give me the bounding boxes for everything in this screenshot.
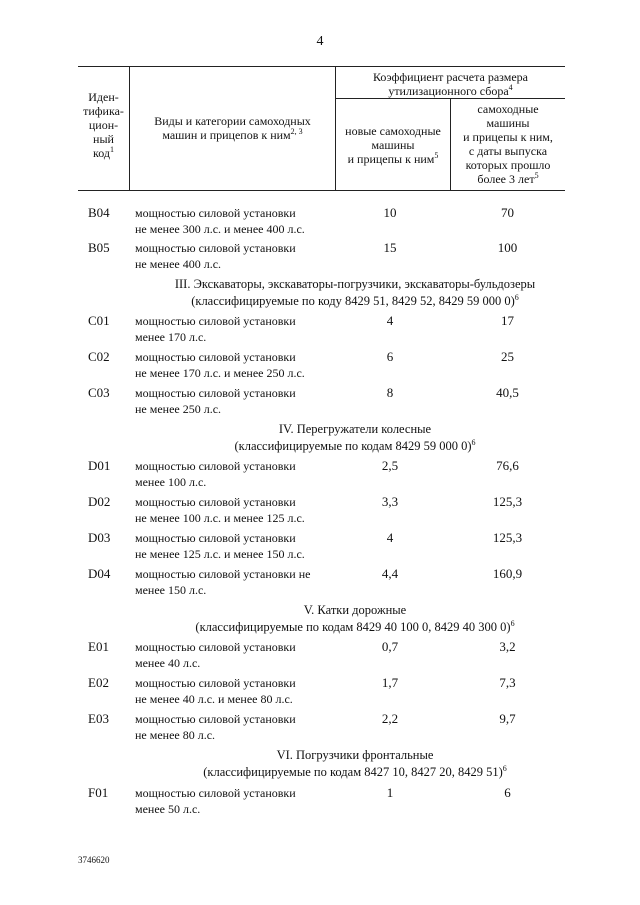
- document-id: 3746620: [78, 855, 110, 865]
- row-coef-old: 100: [497, 240, 518, 255]
- row-code: D02: [88, 494, 111, 509]
- row-coef-new: 6: [386, 349, 394, 364]
- row-code: D03: [88, 530, 111, 545]
- header-group-title: Коэффициент расчета размера утилизационного сбора$^4$: [372, 70, 528, 98]
- row-code: C02: [88, 349, 110, 364]
- row-coef-new: 0,7: [381, 639, 399, 654]
- row-description: мощностью силовой установки не менее 150 л.с.: [135, 567, 311, 597]
- section-heading: IV. Перегружатели колесные (классифицируемые по кодам 8429 59 000 0)$^6$: [234, 422, 476, 453]
- row-coef-new: 4,4: [381, 566, 399, 581]
- row-coef-old: 160,9: [492, 566, 523, 581]
- row-coef-new: 8: [386, 385, 394, 400]
- table-top-border: [78, 66, 565, 67]
- row-code: E03: [88, 711, 109, 726]
- table-row: [0, 639, 640, 673]
- header-new-machines: новые самоходные машины и прицепы к ним$^5$: [345, 124, 441, 166]
- row-code: B05: [88, 240, 110, 255]
- page-number: 4: [316, 34, 324, 49]
- table-row: [0, 494, 640, 528]
- row-code: D01: [88, 458, 111, 473]
- row-coef-old: 40,5: [496, 385, 519, 400]
- row-description: мощностью силовой установки менее 100 л.с.: [135, 459, 296, 489]
- row-coef-old: 6: [504, 785, 511, 800]
- header-kinds: Виды и категории самоходных машин и прицепов к ним$^{2, 3}$: [154, 114, 311, 142]
- row-description: мощностью силовой установки не менее 40 л.с. и менее 80 л.с.: [135, 676, 296, 706]
- row-coef-new: 4: [386, 313, 394, 328]
- header-old-machines: самоходные машины и прицепы к ним, с даты выпуска которых прошло более 3 лет$^5$: [463, 102, 553, 186]
- row-coef-new: 2,5: [381, 458, 399, 473]
- section-heading: III. Экскаваторы, экскаваторы-погрузчики, экскаваторы-бульдозеры (классифицируемые по коду 8429 51, 8429 52, 8429 59 000 0)$^6$: [174, 277, 536, 308]
- row-coef-old: 9,7: [499, 711, 516, 726]
- table-row: [0, 349, 640, 383]
- header-code: Иден- тифика- цион- ный код$^1$: [83, 90, 124, 160]
- row-coef-new: 15: [383, 240, 397, 255]
- row-coef-new: 1,7: [381, 675, 399, 690]
- row-code: C01: [88, 313, 110, 328]
- section-heading: V. Катки дорожные (классифицируемые по кодам 8429 40 100 0, 8429 40 300 0)$^6$: [195, 603, 515, 634]
- row-coef-old: 17: [501, 313, 514, 328]
- row-code: C03: [88, 385, 110, 400]
- row-code: B04: [88, 205, 110, 220]
- row-description: мощностью силовой установки менее 170 л.с.: [135, 314, 296, 344]
- section-heading: VI. Погрузчики фронтальные (классифицируемые по кодам 8427 10, 8427 20, 8429 51)$^6$: [203, 748, 507, 779]
- table-row: [0, 313, 640, 347]
- table-row: [0, 785, 640, 819]
- table-row: [0, 458, 640, 492]
- row-description: мощностью силовой установки менее 40 л.с.: [135, 640, 296, 670]
- table-row: [0, 385, 640, 419]
- table-header-bottom-border: [78, 190, 565, 191]
- row-description: мощностью силовой установки не менее 170 л.с. и менее 250 л.с.: [135, 350, 305, 380]
- table-row: [0, 711, 640, 745]
- row-code: F01: [88, 785, 109, 800]
- row-code: E01: [88, 639, 109, 654]
- row-coef-old: 125,3: [492, 530, 523, 545]
- table-row: [0, 530, 640, 564]
- row-coef-old: 125,3: [492, 494, 523, 509]
- table-row: [0, 566, 640, 600]
- row-description: мощностью силовой установки менее 50 л.с.: [135, 786, 296, 816]
- row-coef-old: 70: [501, 205, 514, 220]
- row-coef-old: 76,6: [496, 458, 519, 473]
- row-coef-old: 25: [501, 349, 514, 364]
- row-description: мощностью силовой установки не менее 80 л.с.: [135, 712, 296, 742]
- row-description: мощностью силовой установки не менее 125 л.с. и менее 150 л.с.: [135, 531, 305, 561]
- table-row: [0, 675, 640, 709]
- row-description: мощностью силовой установки не менее 400 л.с.: [135, 241, 296, 271]
- row-coef-old: 3,2: [499, 639, 516, 654]
- row-coef-new: 1: [386, 785, 394, 800]
- row-coef-old: 7,3: [499, 675, 516, 690]
- row-coef-new: 4: [386, 530, 394, 545]
- row-description: мощностью силовой установки не менее 100 л.с. и менее 125 л.с.: [135, 495, 305, 525]
- table-row: [0, 205, 640, 239]
- row-coef-new: 10: [383, 205, 397, 220]
- row-coef-new: 3,3: [381, 494, 399, 509]
- row-code: E02: [88, 675, 109, 690]
- table-row: [0, 240, 640, 274]
- row-code: D04: [88, 566, 111, 581]
- row-description: мощностью силовой установки не менее 300 л.с. и менее 400 л.с.: [135, 206, 305, 236]
- row-coef-new: 2,2: [381, 711, 399, 726]
- row-description: мощностью силовой установки не менее 250 л.с.: [135, 386, 296, 416]
